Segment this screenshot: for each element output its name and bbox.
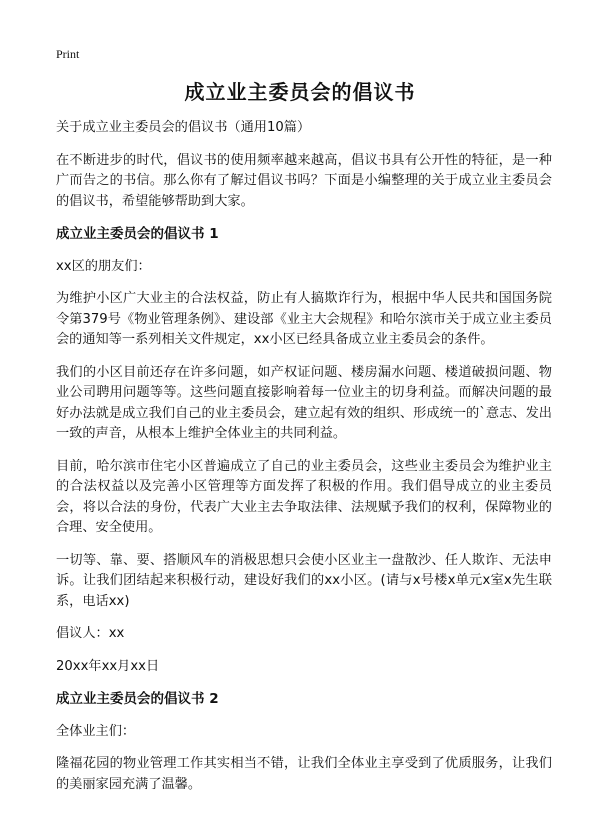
section-1-date: 20xx年xx月xx日 xyxy=(56,658,160,674)
document-body xyxy=(56,118,552,807)
section-1-paragraph-1: 为维护小区广大业主的合法权益，防止有人搞欺诈行为，根据中华人民共和国国务院令第379号《物业管理条例》、建设部《业主大会规程》和哈尔滨市关于成立业主委员会的通知等一系列相关文件规定，xx小区已经具备成立业主委员会的条件。 xyxy=(56,291,552,347)
section-2-greeting: 全体业主们： xyxy=(56,723,136,739)
document-title: 成立业主委员会的倡议书 xyxy=(184,80,416,104)
section-2-heading: 成立业主委员会的倡议书 2 xyxy=(56,691,219,707)
section-1-heading: 成立业主委员会的倡议书 1 xyxy=(56,226,219,242)
subtitle: 关于成立业主委员会的倡议书（通用10篇） xyxy=(56,120,311,135)
intro-paragraph: 在不断进步的时代，倡议书的使用频率越来越高，倡议书具有公开性的特征，是一种广而告之的书信。那么你有了解过倡议书吗？下面是小编整理的关于成立业主委员会的倡议书，希望能够帮助到大家。 xyxy=(56,152,552,209)
section-1-paragraph-3: 目前，哈尔滨市住宅小区普遍成立了自己的业主委员会，这些业主委员会为维护业主的合法权益以及完善小区管理等方面发挥了积极的作用。我们倡导成立的业主委员会，将以合法的身份，代表广大业主去争取法律、法规赋予我们的权利，保障物业的合理、安全使用。 xyxy=(56,458,552,535)
section-1-signer: 倡议人：xx xyxy=(56,626,125,641)
section-1-greeting: xx区的朋友们： xyxy=(56,258,151,274)
section-1-paragraph-4: 一切等、靠、要、搭顺风车的消极思想只会使小区业主一盘散沙、任人欺诈、无法申诉。让我们团结起来积极行动，建设好我们的xx小区。(请与x号楼x单元x室x先生联系，电话xx) xyxy=(56,552,552,609)
print-label: Print xyxy=(56,47,80,61)
section-1-paragraph-2: 我们的小区目前还存在许多问题，如产权证问题、楼房漏水问题、楼道破损问题、物业公司聘用问题等等。这些问题直接影响着每一位业主的切身利益。而解决问题的最好办法就是成立我们自己的业主委员会，建立起有效的组织、形成统一的`意志、发出一致的声音，从根本上维护全体业主的共同利益。 xyxy=(56,364,552,441)
section-2-paragraph-1: 隆福花园的物业管理工作其实相当不错，让我们全体业主享受到了优质服务，让我们的美丽家园充满了温馨。 xyxy=(56,756,552,792)
